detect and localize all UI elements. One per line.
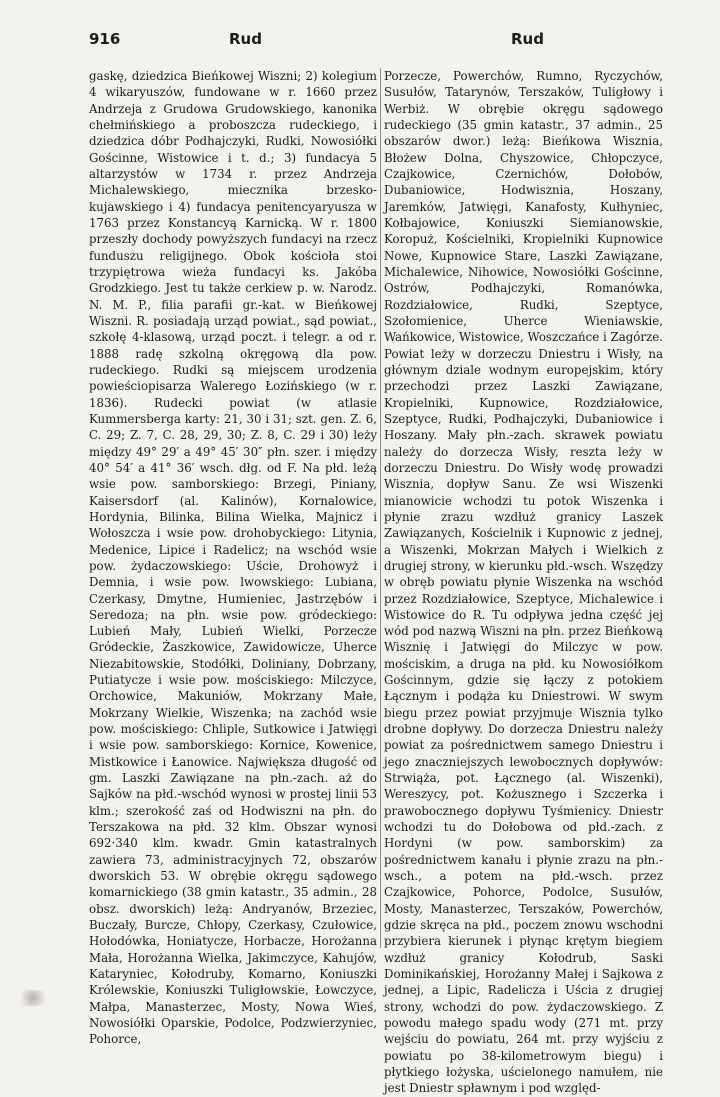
left-column [89, 68, 377, 1048]
running-head-right: Rud [511, 30, 544, 48]
right-column [384, 68, 663, 1097]
running-head-left: Rud [229, 30, 262, 48]
left-column-text: gaskę, dziedzica Bieńkowej Wiszni; 2) kolegium 4 wikaryuszów, fundowane w r. 1660 przez Andrzeja z Grudowa Grudowskiego, kanonika chełmińskiego a proboszcza rudeckiego, i dziedzica dóbr Podhajczyki, Rudki, Nowosiółki Gościnne, Wistowice i t. d.; 3) fundacya 5 altarzystów w 1734 r. przez Andrzeja Michalewskiego, miecznika brzesko-kujawskiego i 4) fundacya penitencyaryusza w 1763 przez Konstancyą Karnicką. W r. 1800 przeszły dochody powyższych fundacyi na rzecz funduszu religijnego. Obok kościoła stoi trzypiętrowa wieża fundacyi ks. Jakóba Grodzkiego. Jest tu także cerkiew p. w. Narodz. N. M. P., filia parafii gr.-kat. w Bieńkowej Wiszni. R. posiadają urząd powiat., sąd powiat., szkołę 4-klasową, urząd poczt. i telegr. a od r. 1888 radę szkolną okręgową dla pow. rudeckiego. Rudki są miejscem urodzenia powieściopisarza Walerego Łozińskiego (w r. 1836). Rudecki powiat (w atlasie Kummersberga karty: 21, 30 i 31; szt. gen. Z. 6, C. 29; Z. 7, C. 28, 29, 30; Z. 8, C. 29 i 30) leży między 49° 29′ a 49° 45′ 30″ płn. szer. i między 40° 54′ a 41° 36′ wsch. dłg. od F. Na płd. leżą wsie pow. samborskiego: Brzegi, Piniany, Kaisersdorf (al. Kalinów), Kornalowice, Hordynia, Bilinka, Bilina Wielka, Majnicz i Wołoszcza i wsie pow. drohobyckiego: Litynia, Medenice, Lipice i Radelicz; na wschód wsie pow. żydaczowskiego: Uście, Drohowyż i Demnia, i wsie pow. lwowskiego: Lubiana, Czerkasy, Dmytne, Humieniec, Jastrzębów i Seredoza; na płn. wsie pow. gródeckiego: Lubień Mały, Lubień Wielki, Porzecze Gródeckie, Żaszkowice, Zawidowicze, Uherce Niezabitowskie, Stodółki, Doliniany, Dobrzany, Putiatycze i wsie pow. mościskiego: Milczyce, Orchowice, Makuniów, Mokrzany Małe, Mokrzany Wielkie, Wiszenka; na zachód wsie pow. mościskiego: Chliple, Sutkowice i Jatwięgi i wsie pow. samborskiego: Kornice, Kowenice, Mistkowice i Łanowice. Największa długość od gm. Laszki Zawiązane na płn.-zach. aż do Sajków na płd.-wschód wynosi w prostej linii 53 klm.; szerokość zaś od Hodwiszni na płn. do Terszakowa na płd. 32 klm. Obszar wynosi 692·340 klm. kwadr. Gmin katastralnych zawiera 73, administracyjnych 72, obszarów dworskich 53. W obrębie okręgu sądowego komarnickiego (38 gmin katastr., 35 admin., 28 obsz. dworskich) leżą: Andryanów, Brzeziec, Buczały, Burcze, Chłopy, Czerkasy, Czułowice, Hołodówka, Honiatycze, Horbacze, Horożanna Mała, Horożanna Wielka, Jakimczyce, Kahujów, Kataryniec, Kołodruby, Komarno, Koniuszki Królewskie, Koniuszki Tuligłowskie, Łowczyce, Małpa, Manasterzec, Mosty, Nowa Wieś, Nowosiółki Oparskie, Podolce, Podzwierzyniec, Pohorce, [89, 69, 377, 1047]
page-header [89, 30, 664, 54]
column-divider [380, 68, 381, 948]
scan-speck [16, 990, 50, 1006]
page-number: 916 [89, 30, 121, 48]
right-column-text: Porzecze, Powerchów, Rumno, Ryczychów, Susułów, Tatarynów, Terszaków, Tuligłowy i Werbiż. W obrębie okręgu sądowego rudeckiego (35 gmin katastr., 37 admin., 25 obszarów dwor.) leżą: Bieńkowa Wisznia, Błożew Dolna, Chyszowice, Chłopczyce, Czajkowice, Czernichów, Dołobów, Dubaniowice, Hodwisznia, Hoszany, Jaremków, Jatwięgi, Kanafosty, Kułhyniec, Kołbajowice, Koniuszki Siemianowskie, Koropuż, Kościelniki, Kropielniki Kupnowice Nowe, Kupnowice Stare, Laszki Zawiązane, Michalewice, Nihowice, Nowosiółki Gościnne, Ostrów, Podhajczyki, Romanówka, Rozdziałowice, Rudki, Szeptyce, Szołomienice, Uherce Wieniawskie, Wańkowice, Wistowice, Woszczańce i Zagórze. Powiat leży w dorzeczu Dniestru i Wisły, na głównym dziale wodnym europejskim, który przechodzi przez Laszki Zawiązane, Kropielniki, Kupnowice, Rozdziałowice, Szeptyce, Rudki, Podhajczyki, Dubaniowice i Hoszany. Mały płn.-zach. skrawek powiatu należy do dorzecza Wisły, reszta leży w dorzeczu Dniestru. Do Wisły wodę prowadzi Wisznia, dopływ Sanu. Ze wsi Wiszenki mianowicie wchodzi tu potok Wiszenka i płynie zrazu wzdłuż granicy Laszek Zawiązanych, Kościelnik i Kupnowic z jednej, a Wiszenki, Mokrzan Małych i Wielkich z drugiej strony, w kierunku płd.-wsch. Wszędzy w obręb powiatu płynie Wiszenka na wschód przez Rozdziałowice, Szeptyce, Michalewice i Wistowice do R. Tu odpływa jedna część jej wód pod nazwą Wiszni na płn. przez Bieńkową Wisznię i Jatwięgi do Milczyc w pow. mościskim, a druga na płd. ku Nowosiółkom Gościnnym, gdzie się łączy z potokiem Łącznym i podąża ku Dniestrowi. W swym biegu przez powiat przyjmuje Wisznia tylko drobne dopływy. Do dorzecza Dniestru należy powiat za pośrednictwem samego Dniestru i jego znaczniejszych lewobocznych dopływów: Strwiąża, pot. Łącznego (al. Wiszenki), Wereszycy, pot. Kożusznego i Szczerka i prawobocznego dopływu Tyśmienicy. Dniestr wchodzi tu do Dołobowa od płd.-zach. z Hordyni (w pow. samborskim) za pośrednictwem kanału i płynie zrazu na płn.-wsch., a potem na płd.-wsch. przez Czajkowice, Pohorce, Podolce, Susułów, Mosty, Manasterzec, Terszaków, Powerchów, gdzie skręca na płd., poczem znowu wschodni przybiera kierunek i płynąc krętym biegiem wzdłuż granicy Kołodrub, Saski Dominikańskiej, Horożanny Małej i Sajkowa z jednej, a Lipic, Radelicza i Uścia z drugiej strony, wchodzi do pow. żydaczowskiego. Z powodu małego spadu wody (271 mt. przy wejściu do powiatu, 264 mt. przy wyjściu z powiatu po 38-kilometrowym biegu) i płytkiego łożyska, uścielonego namułem, nie jest Dniestr spławnym i pod względ- [384, 69, 663, 1096]
